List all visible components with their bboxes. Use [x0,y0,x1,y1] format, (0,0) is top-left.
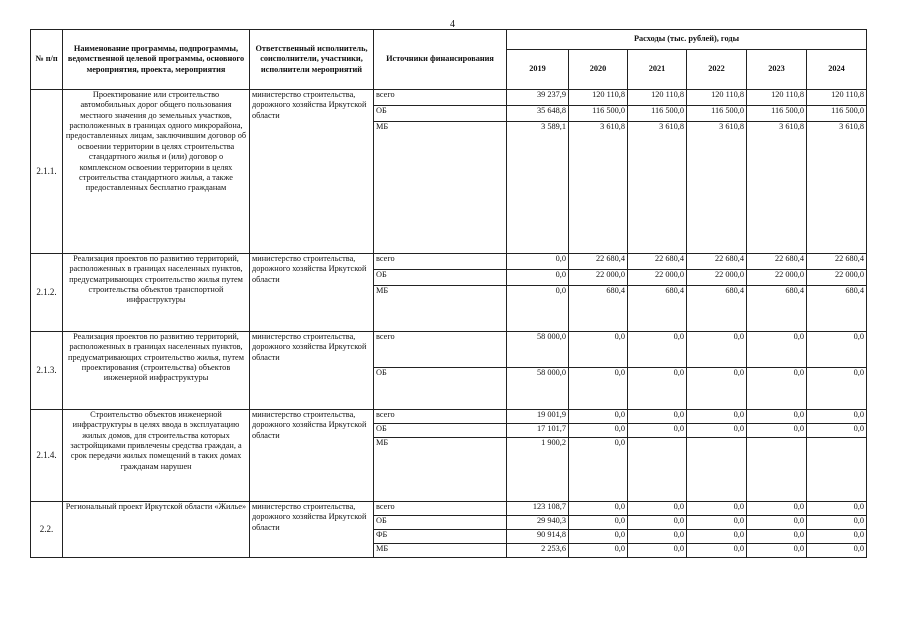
row-name: Региональный проект Иркутской области «Жилье» [63,502,250,558]
value-cell: 0,0 [747,544,807,558]
value-cell: 1 900,2 [507,438,569,452]
value-cell: 58 000,0 [507,368,569,410]
value-cell: 90 914,8 [507,530,569,544]
value-cell: 0,0 [507,254,569,270]
value-cell: 0,0 [747,368,807,410]
value-cell: 3 610,8 [569,122,628,138]
header-name: Наименование программы, подпрограммы, ведомственной целевой программы, основного мероприятия, проекта, мероприятия [63,30,250,90]
value-cell: 0,0 [569,502,628,516]
source-label: ОБ [374,270,507,286]
value-cell: 120 110,8 [747,90,807,106]
value-cell: 0,0 [569,530,628,544]
value-cell: 0,0 [628,410,687,424]
row-responsible: министерство строительства, дорожного хозяйства Иркутской области [250,332,374,410]
value-cell: 0,0 [569,332,628,368]
value-cell: 0,0 [807,410,867,424]
budget-table [30,29,867,558]
row-name: Реализация проектов по развитию территорий, расположенных в границах населенных пунктов, предусматривающих строительство жилья, путем проектирования (строительства) объектов инженерной инфраструктуры [63,332,250,410]
value-cell: 3 610,8 [807,122,867,138]
value-cell: 0,0 [628,530,687,544]
value-cell: 0,0 [807,502,867,516]
page-number: 4 [450,19,455,30]
value-cell: 22 680,4 [628,254,687,270]
value-cell: 0,0 [747,424,807,438]
value-cell: 29 940,3 [507,516,569,530]
source-label: всего [374,502,507,516]
value-cell: 0,0 [628,424,687,438]
header-expenses: Расходы (тыс. рублей), годы [507,30,867,50]
value-cell: 116 500,0 [687,106,747,122]
value-cell: 0,0 [747,530,807,544]
row-code: 2.2. [31,502,63,558]
value-cell: 22 000,0 [569,270,628,286]
header-num: № п/п [31,30,63,90]
header-sources: Источники финансирования [374,30,507,90]
value-cell [747,438,807,452]
value-cell: 0,0 [628,516,687,530]
value-cell: 116 500,0 [628,106,687,122]
value-cell: 680,4 [569,286,628,302]
value-cell: 39 237,9 [507,90,569,106]
value-cell: 0,0 [569,368,628,410]
value-cell: 0,0 [687,544,747,558]
value-cell: 680,4 [628,286,687,302]
source-label: ОБ [374,516,507,530]
value-cell: 3 589,1 [507,122,569,138]
value-cell: 120 110,8 [687,90,747,106]
value-cell: 22 680,4 [807,254,867,270]
source-label: ФБ [374,530,507,544]
value-cell: 0,0 [807,424,867,438]
value-cell: 0,0 [687,502,747,516]
value-cell: 19 001,9 [507,410,569,424]
row-code: 2.1.3. [31,332,63,410]
value-cell: 0,0 [807,530,867,544]
value-cell: 22 680,4 [569,254,628,270]
source-label: ОБ [374,368,507,410]
value-cell: 0,0 [569,544,628,558]
value-cell: 0,0 [687,516,747,530]
header-year: 2019 [507,50,569,90]
table-row [31,410,867,424]
value-cell: 116 500,0 [807,106,867,122]
value-cell: 0,0 [569,516,628,530]
value-cell [687,438,747,452]
value-cell: 0,0 [628,332,687,368]
header-year: 2023 [747,50,807,90]
table-row [31,332,867,368]
header-year: 2024 [807,50,867,90]
value-cell: 0,0 [507,286,569,302]
value-cell: 22 680,4 [687,254,747,270]
value-cell: 120 110,8 [569,90,628,106]
header-responsible: Ответственный исполнитель, соисполнители, участники, исполнители мероприятий [250,30,374,90]
value-cell: 2 253,6 [507,544,569,558]
source-label: ОБ [374,424,507,438]
value-cell: 680,4 [807,286,867,302]
source-label: всего [374,332,507,368]
source-label: ОБ [374,106,507,122]
value-cell: 116 500,0 [747,106,807,122]
value-cell: 0,0 [687,410,747,424]
header-year: 2020 [569,50,628,90]
row-code: 2.1.4. [31,410,63,502]
row-responsible: министерство строительства, дорожного хозяйства Иркутской области [250,502,374,558]
row-code: 2.1.2. [31,254,63,332]
value-cell: 0,0 [628,502,687,516]
row-responsible: министерство строительства, дорожного хозяйства Иркутской области [250,90,374,254]
value-cell: 35 648,8 [507,106,569,122]
value-cell: 0,0 [687,530,747,544]
value-cell: 3 610,8 [747,122,807,138]
value-cell: 22 000,0 [747,270,807,286]
table-row [31,90,867,106]
value-cell: 0,0 [687,332,747,368]
row-responsible: министерство строительства, дорожного хозяйства Иркутской области [250,254,374,332]
value-cell [628,438,687,452]
value-cell: 22 000,0 [807,270,867,286]
value-cell: 58 000,0 [507,332,569,368]
source-label: всего [374,410,507,424]
source-label: всего [374,90,507,106]
value-cell [807,438,867,452]
value-cell: 0,0 [747,502,807,516]
header-year: 2021 [628,50,687,90]
value-cell: 22 000,0 [687,270,747,286]
header-year: 2022 [687,50,747,90]
value-cell: 123 108,7 [507,502,569,516]
value-cell: 0,0 [628,368,687,410]
row-name: Реализация проектов по развитию территорий, расположенных в границах населенных пунктов, предусматривающих строительство жилья путем строительства объектов транспортной инфраструктуры [63,254,250,332]
row-name: Строительство объектов инженерной инфраструктуры в целях ввода в эксплуатацию жилых домов, для строительства которых застройщиками привлечены средства граждан, а срок передачи жилых помещений в таких домах гражданам нарушен [63,410,250,502]
value-cell: 0,0 [687,368,747,410]
value-cell: 0,0 [747,516,807,530]
value-cell: 3 610,8 [628,122,687,138]
row-code: 2.1.1. [31,90,63,254]
table-row [31,254,867,270]
value-cell: 22 680,4 [747,254,807,270]
source-label: всего [374,254,507,270]
value-cell: 120 110,8 [628,90,687,106]
value-cell: 680,4 [747,286,807,302]
source-label: МБ [374,438,507,452]
value-cell: 116 500,0 [569,106,628,122]
value-cell: 0,0 [628,544,687,558]
value-cell: 0,0 [747,410,807,424]
value-cell: 22 000,0 [628,270,687,286]
value-cell: 0,0 [569,424,628,438]
value-cell: 0,0 [807,516,867,530]
value-cell: 0,0 [807,544,867,558]
value-cell: 0,0 [569,438,628,452]
value-cell: 0,0 [569,410,628,424]
value-cell: 0,0 [807,368,867,410]
value-cell: 680,4 [687,286,747,302]
value-cell: 0,0 [807,332,867,368]
value-cell: 0,0 [747,332,807,368]
value-cell: 0,0 [687,424,747,438]
value-cell: 17 101,7 [507,424,569,438]
value-cell: 120 110,8 [807,90,867,106]
row-responsible: министерство строительства, дорожного хозяйства Иркутской области [250,410,374,502]
source-label: МБ [374,122,507,138]
table-row [31,502,867,516]
source-label: МБ [374,286,507,302]
value-cell: 3 610,8 [687,122,747,138]
source-label: МБ [374,544,507,558]
row-name: Проектирование или строительство автомобильных дорог общего пользования местного значения до земельных участков, расположенных в границах одного микрорайона, предоставленных лицам, заключившим договор об освоении территории в целях строительства стандартного жилья и (или) договор о комплексном освоении территории в целях строительства стандартного жилья, а также предоставленных бесплатно гражданам [63,90,250,254]
value-cell: 0,0 [507,270,569,286]
